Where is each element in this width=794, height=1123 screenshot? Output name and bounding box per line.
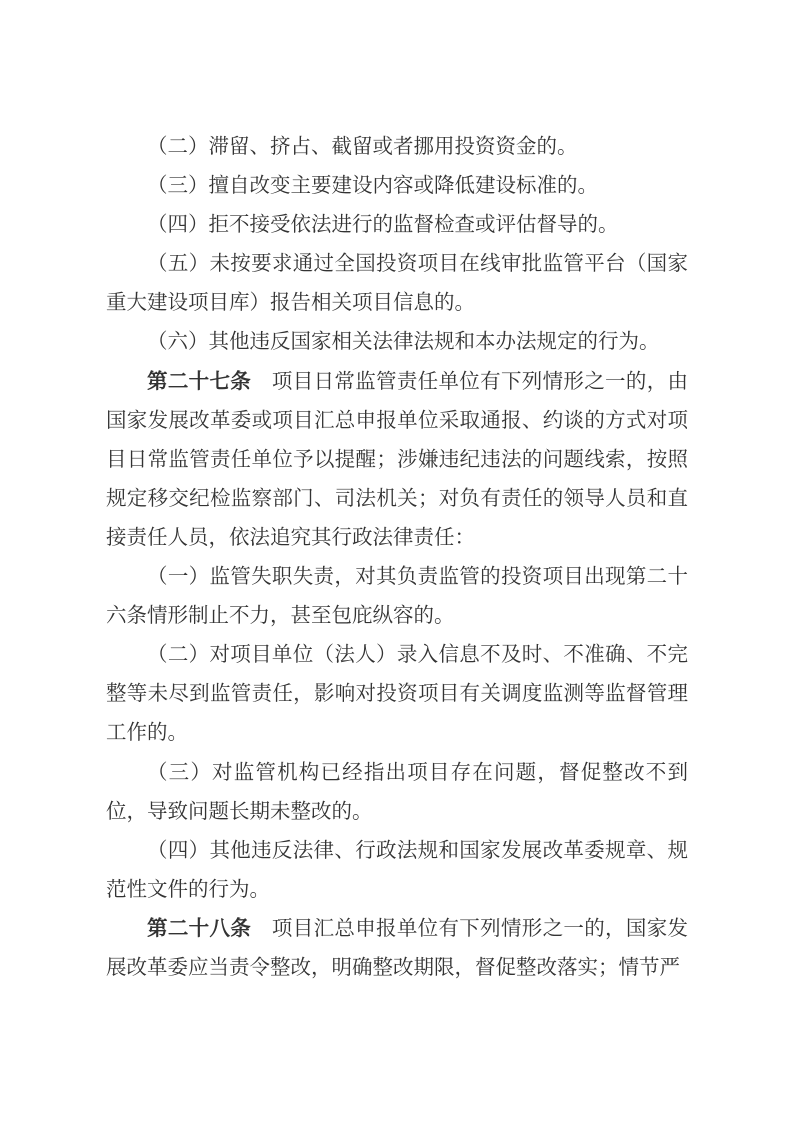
article-number: 第二十八条 bbox=[147, 917, 252, 940]
list-item-paragraph bbox=[106, 167, 688, 206]
article-number: 第二十七条 bbox=[147, 370, 252, 393]
paragraph-text: （三）擅自改变主要建设内容或降低建设标准的。 bbox=[147, 175, 598, 198]
list-item-paragraph bbox=[106, 245, 688, 323]
paragraph-text: （五）未按要求通过全国投资项目在线审批监管平台（国家重大建设项目库）报告相关项目信息的。 bbox=[106, 253, 688, 315]
paragraph-text: （二）对项目单位（法人）录入信息不及时、不准确、不完整等未尽到监管责任，影响对投资项目有关调度监测等监督管理工作的。 bbox=[106, 644, 688, 745]
paragraph-text: （一）监管失职失责，对其负责监管的投资项目出现第二十六条情形制止不力，甚至包庇纵容的。 bbox=[106, 566, 688, 628]
paragraph-text: （六）其他违反国家相关法律法规和本办法规定的行为。 bbox=[147, 331, 660, 354]
article-paragraph bbox=[106, 910, 688, 988]
paragraph-text: （二）滞留、挤占、截留或者挪用投资资金的。 bbox=[147, 136, 578, 158]
article-paragraph bbox=[106, 363, 688, 558]
paragraph-text: （四）其他违反法律、行政法规和国家发展改革委规章、规范性文件的行为。 bbox=[106, 839, 688, 901]
list-item-paragraph bbox=[106, 558, 688, 636]
list-item-paragraph bbox=[106, 636, 688, 753]
paragraph-text: 项目汇总申报单位有下列情形之一的，国家发展改革委应当责令整改，明确整改期限，督促整改落实；情节严 bbox=[106, 917, 689, 979]
document-body bbox=[106, 128, 688, 988]
list-item-paragraph bbox=[106, 206, 688, 245]
paragraph-text: 项目日常监管责任单位有下列情形之一的，由国家发展改革委或项目汇总申报单位采取通报、约谈的方式对项目日常监管责任单位予以提醒；涉嫌违纪违法的问题线索，按照规定移交纪检监察部门、司法机关；对负有责任的领导人员和直接责任人员，依法追究其行政法律责任： bbox=[106, 370, 689, 549]
list-item-paragraph bbox=[106, 754, 688, 832]
list-item-paragraph bbox=[106, 128, 688, 167]
list-item-paragraph bbox=[106, 323, 688, 362]
paragraph-text: （三）对监管机构已经指出项目存在问题，督促整改不到位，导致问题长期未整改的。 bbox=[106, 761, 688, 823]
paragraph-text: （四）拒不接受依法进行的监督检查或评估督导的。 bbox=[147, 214, 619, 237]
list-item-paragraph bbox=[106, 832, 688, 910]
